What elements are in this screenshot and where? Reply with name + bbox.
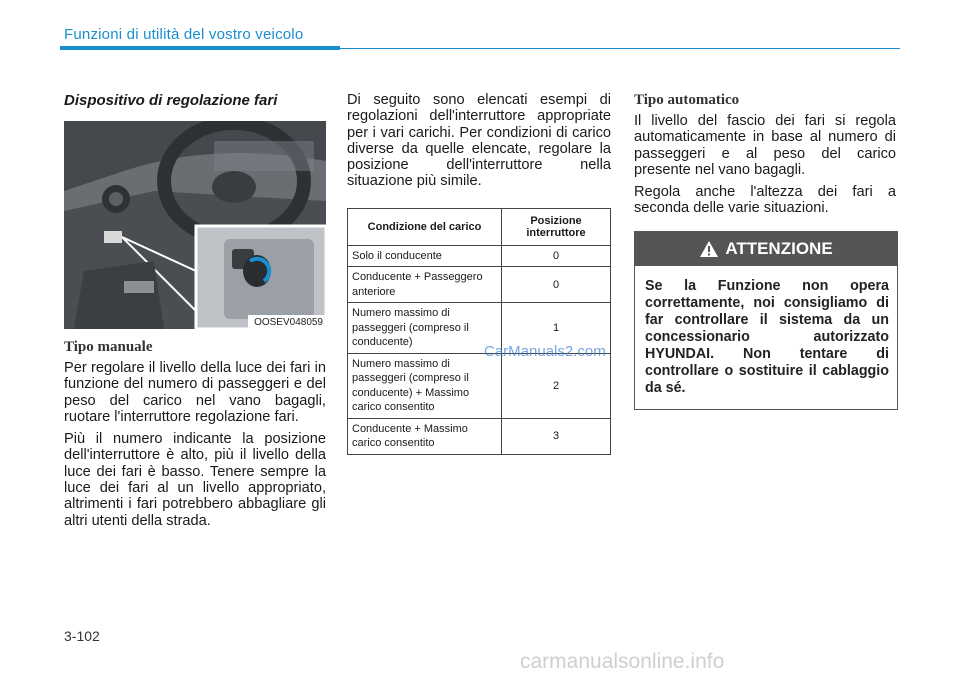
column-right xyxy=(634,92,896,410)
section-title: Dispositivo di regolazione fari xyxy=(64,92,278,109)
table-cell-position: 0 xyxy=(502,267,611,303)
table-cell-condition: Numero massimo di passeggeri (compreso il conducente) + Massimo carico consentito xyxy=(348,353,502,418)
table-cell-position: 2 xyxy=(502,353,611,418)
table-cell-condition: Conducente + Passeggero anteriore xyxy=(348,267,502,303)
footer-watermark: carmanualsonline.info xyxy=(520,650,725,673)
page-number: 3-102 xyxy=(64,628,100,644)
column-left xyxy=(64,92,326,535)
table-row xyxy=(348,418,611,454)
table-row xyxy=(348,245,611,267)
table-row xyxy=(348,353,611,418)
table-row xyxy=(348,267,611,303)
header-rule xyxy=(340,48,900,49)
table-cell-position: 1 xyxy=(502,303,611,354)
manual-paragraph: Per regolare il livello della luce dei fari in funzione del numero di passeggeri e del peso del carico nel vano bagagli, ruotare l'interruttore regolazione fari. xyxy=(64,360,326,425)
table-cell-condition: Numero massimo di passeggeri (compreso il conducente) xyxy=(348,303,502,354)
header-title: Funzioni di utilità del vostro veicolo xyxy=(64,26,304,43)
warning-title: ATTENZIONE xyxy=(725,238,833,258)
header-accent-bar xyxy=(60,46,340,50)
warning-header xyxy=(635,232,897,266)
table-cell-position: 3 xyxy=(502,418,611,454)
table-header-position: Posizione interruttore xyxy=(502,208,611,245)
table-cell-condition: Conducente + Massimo carico consentito xyxy=(348,418,502,454)
manual-type-title: Tipo manuale xyxy=(64,339,153,355)
auto-paragraph: Il livello del fascio dei fari si regola automaticamente in base al numero di passeggeri e al peso del carico presente nel vano bagagli. xyxy=(634,113,896,178)
auto-paragraph: Regola anche l'altezza dei fari a seconda delle varie situazioni. xyxy=(634,184,896,217)
auto-type-title: Tipo automatico xyxy=(634,92,740,108)
image-caption: OOSEV048059 xyxy=(248,315,326,329)
manual-paragraph: Più il numero indicante la posizione dell'interruttore è alto, più il livello della luce dei fari è basso. Tenere sempre la luce dei fari al un livello appropriato, altrimenti i fari potrebbero abbagliare gli altri utenti della strada. xyxy=(64,431,326,529)
overlay-watermark: CarManuals2.com xyxy=(484,343,606,360)
table-intro: Di seguito sono elencati esempi di regolazioni dell'interruttore appropriate per i vari carichi. Per condizioni di carico diverse da quelle elencate, regolare la posizione dell'interruttore nella situazione più simile. xyxy=(347,92,611,190)
warning-box xyxy=(634,231,898,410)
column-middle xyxy=(347,92,611,455)
warning-triangle-icon xyxy=(699,240,719,258)
load-table xyxy=(347,208,611,455)
table-cell-position: 0 xyxy=(502,245,611,267)
table-header-condition: Condizione del carico xyxy=(348,208,502,245)
table-cell-condition: Solo il conducente xyxy=(348,245,502,267)
dashboard-photo xyxy=(64,121,326,329)
warning-text: Se la Funzione non opera correttamente, noi consigliamo di far controllare il sistema da un concessionario autorizzato HYUNDAI. Non tentare di controllare o sostituire il cablaggio da sé. xyxy=(645,277,889,396)
dashboard-illustration xyxy=(64,121,326,329)
